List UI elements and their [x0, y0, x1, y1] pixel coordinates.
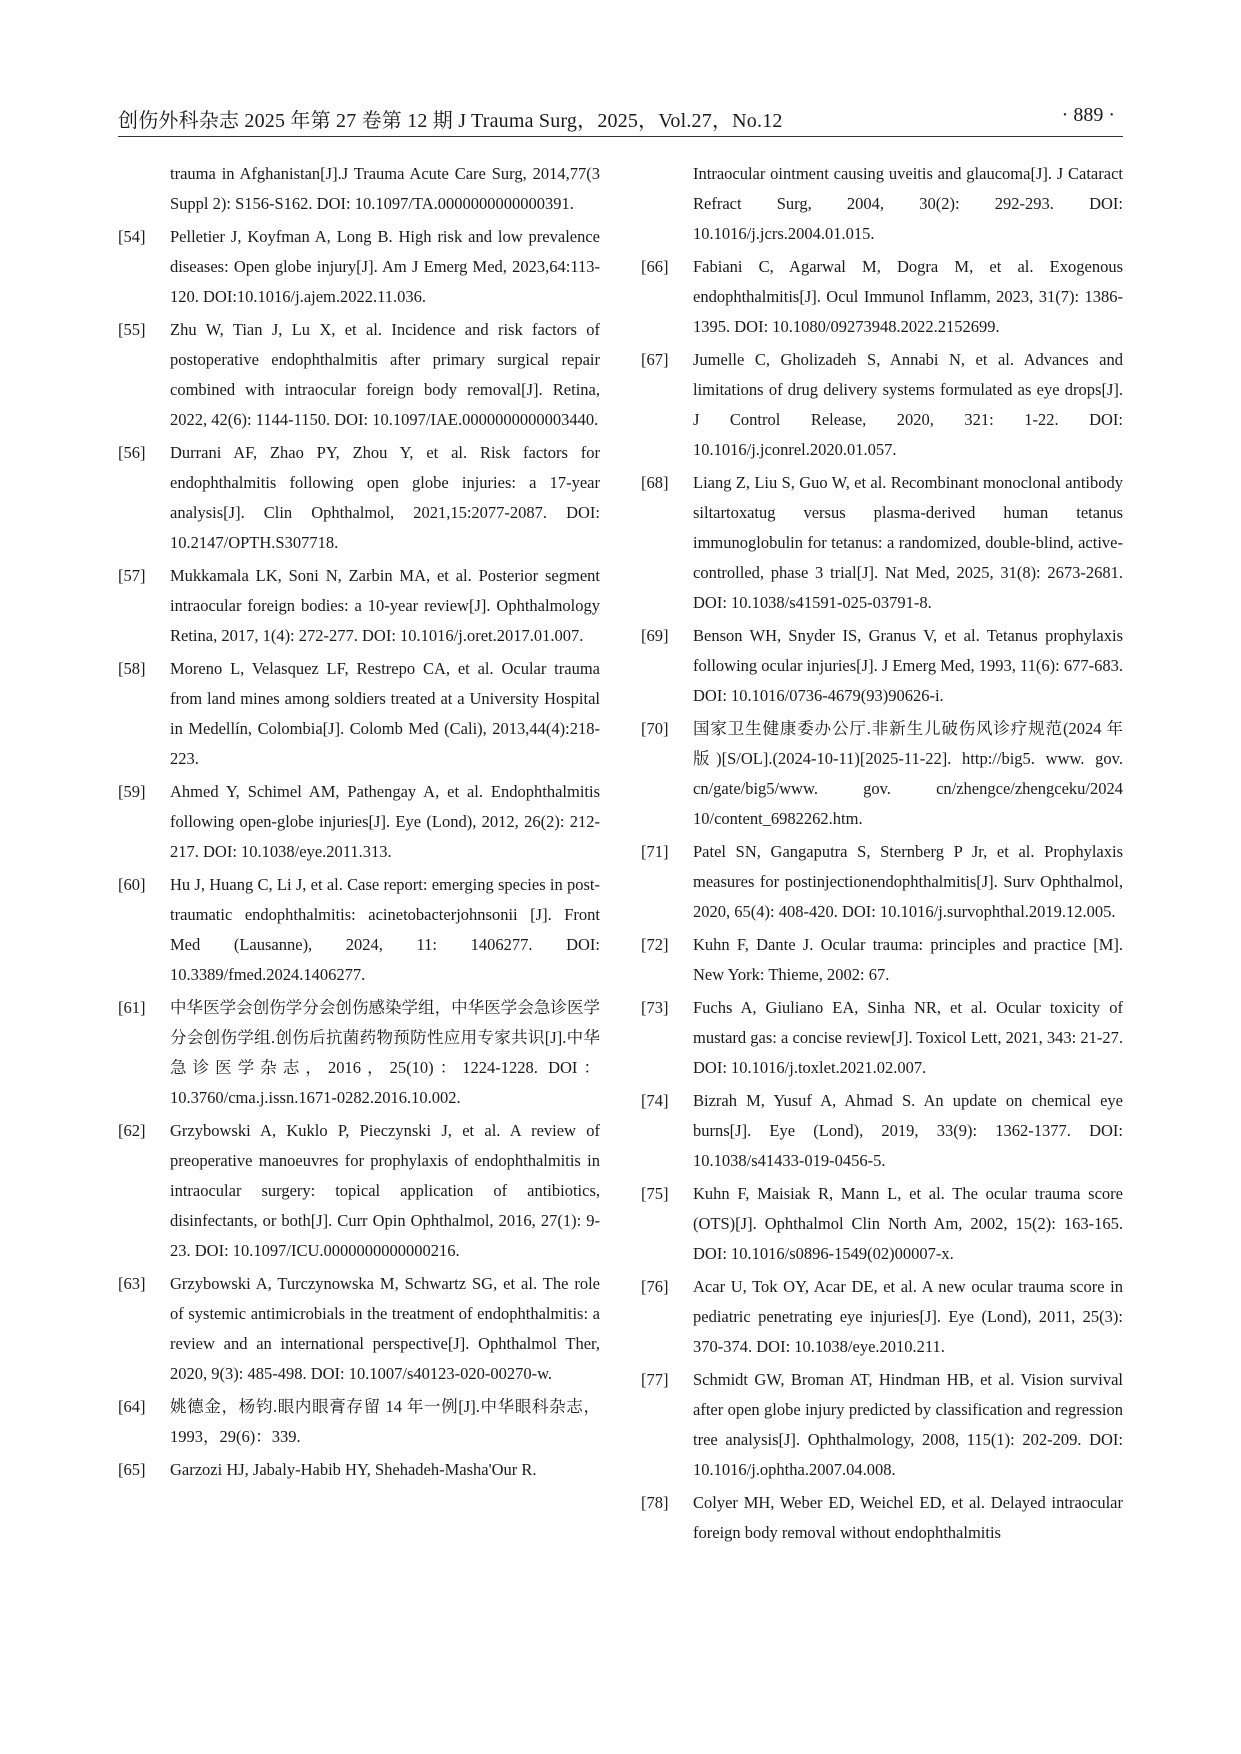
reference-text: Mukkamala LK, Soni N, Zarbin MA, et al. Posterior segment intraocular foreign bodies: a 10-year review[J]. Ophthalmology Retina, 2017, 1(4): 272-277. DOI: 10.1016/j.oret.2017.01.007.	[170, 566, 600, 645]
reference-entry	[118, 1455, 600, 1485]
reference-number: [76]	[641, 1277, 669, 1296]
reference-entry	[118, 870, 600, 990]
reference-text: Fuchs A, Giuliano EA, Sinha NR, et al. Ocular toxicity of mustard gas: a concise review[J]. Toxicol Lett, 2021, 343: 21-27. DOI: 10.1016/j.toxlet.2021.02.007.	[693, 998, 1123, 1077]
reference-text: 姚德金，杨钧.眼内眼膏存留 14 年一例[J].中华眼科杂志，1993，29(6)：339.	[170, 1397, 600, 1446]
reference-number: [65]	[118, 1460, 146, 1479]
reference-text: Moreno L, Velasquez LF, Restrepo CA, et al. Ocular trauma from land mines among soldiers treated at a University Hospital in Medellín, Colombia[J]. Colomb Med (Cali), 2013,44(4):218-223.	[170, 659, 600, 768]
right-column	[641, 159, 1123, 1551]
left-column	[118, 159, 600, 1488]
reference-number: [64]	[118, 1397, 146, 1416]
reference-number: [75]	[641, 1184, 669, 1203]
reference-number: [62]	[118, 1121, 146, 1140]
reference-text: 中华医学会创伤学分会创伤感染学组，中华医学会急诊医学分会创伤学组.创伤后抗菌药物预防性应用专家共识[J].中华急诊医学杂志，2016，25(10)：1224-1228. DOI：10.3760/cma.j.issn.1671-0282.2016.10.002.	[170, 998, 600, 1107]
reference-text: 国家卫生健康委办公厅.非新生儿破伤风诊疗规范(2024 年版)[S/OL].(2024-10-11)[2025-11-22]. http://big5. www. gov. cn/gate/big5/www. gov. cn/zhengce/zhengceku/2024 10/content_6982262.htm.	[693, 719, 1123, 828]
reference-entry	[118, 561, 600, 651]
reference-entry	[641, 1272, 1123, 1362]
running-header	[118, 100, 1123, 137]
reference-entry	[118, 1116, 600, 1266]
reference-text: Ahmed Y, Schimel AM, Pathengay A, et al. Endophthalmitis following open-globe injuries[J]. Eye (Lond), 2012, 26(2): 212-217. DOI: 10.1038/eye.2011.313.	[170, 782, 600, 861]
reference-entry	[641, 1086, 1123, 1176]
reference-text: Benson WH, Snyder IS, Granus V, et al. Tetanus prophylaxis following ocular injuries[J]. J Emerg Med, 1993, 11(6): 677-683. DOI: 10.1016/0736-4679(93)90626-i.	[693, 626, 1123, 705]
reference-number: [66]	[641, 257, 669, 276]
reference-number: [55]	[118, 320, 146, 339]
reference-entry	[118, 993, 600, 1113]
reference-entry	[641, 159, 1123, 249]
reference-text: trauma in Afghanistan[J].J Trauma Acute Care Surg, 2014,77(3 Suppl 2): S156-S162. DOI: 10.1097/TA.0000000000000391.	[170, 164, 600, 213]
page-number: · 889 ·	[1061, 104, 1115, 126]
reference-number: [58]	[118, 659, 146, 678]
reference-entry	[641, 468, 1123, 618]
reference-text: Zhu W, Tian J, Lu X, et al. Incidence and risk factors of postoperative endophthalmitis after primary surgical repair combined with intraocular foreign body removal[J]. Retina, 2022, 42(6): 1144-1150. DOI: 10.1097/IAE.0000000000003440.	[170, 320, 600, 429]
reference-number: [56]	[118, 443, 146, 462]
reference-entry	[641, 993, 1123, 1083]
reference-text: Grzybowski A, Turczynowska M, Schwartz SG, et al. The role of systemic antimicrobials in the treatment of endophthalmitis: a review and an international perspective[J]. Ophthalmol Ther, 2020, 9(3): 485-498. DOI: 10.1007/s40123-020-00270-w.	[170, 1274, 600, 1383]
reference-number: [70]	[641, 719, 669, 738]
reference-text: Fabiani C, Agarwal M, Dogra M, et al. Exogenous endophthalmitis[J]. Ocul Immunol Inflamm, 2023, 31(7): 1386-1395. DOI: 10.1080/09273948.2022.2152699.	[693, 257, 1123, 336]
reference-text: Patel SN, Gangaputra S, Sternberg P Jr, et al. Prophylaxis measures for postinjectionendophthalmitis[J]. Surv Ophthalmol, 2020, 65(4): 408-420. DOI: 10.1016/j.survophthal.2019.12.005.	[693, 842, 1123, 921]
reference-text: Colyer MH, Weber ED, Weichel ED, et al. Delayed intraocular foreign body removal without endophthalmitis	[693, 1493, 1123, 1542]
reference-text: Acar U, Tok OY, Acar DE, et al. A new ocular trauma score in pediatric penetrating eye injuries[J]. Eye (Lond), 2011, 25(3): 370-374. DOI: 10.1038/eye.2010.211.	[693, 1277, 1123, 1356]
reference-text: Jumelle C, Gholizadeh S, Annabi N, et al. Advances and limitations of drug delivery systems formulated as eye drops[J]. J Control Release, 2020, 321: 1-22. DOI: 10.1016/j.jconrel.2020.01.057.	[693, 350, 1123, 459]
reference-entry	[641, 1179, 1123, 1269]
journal-citation: 创伤外科杂志 2025 年第 27 卷第 12 期 J Trauma Surg，2025，Vol.27，No.12	[118, 110, 783, 132]
reference-number: [74]	[641, 1091, 669, 1110]
reference-entry	[118, 654, 600, 774]
reference-number: [69]	[641, 626, 669, 645]
reference-entry	[118, 159, 600, 219]
reference-number: [68]	[641, 473, 669, 492]
reference-entry	[118, 777, 600, 867]
reference-number: [60]	[118, 875, 146, 894]
reference-number: [54]	[118, 227, 146, 246]
reference-entry	[641, 837, 1123, 927]
reference-text: Grzybowski A, Kuklo P, Pieczynski J, et al. A review of preoperative manoeuvres for prophylaxis of endophthalmitis in intraocular surgery: topical application of antibiotics, disinfectants, or both[J]. Curr Opin Ophthalmol, 2016, 27(1): 9-23. DOI: 10.1097/ICU.0000000000000216.	[170, 1121, 600, 1260]
reference-entry	[118, 438, 600, 558]
reference-text: Intraocular ointment causing uveitis and glaucoma[J]. J Cataract Refract Surg, 2004, 30(2): 292-293. DOI: 10.1016/j.jcrs.2004.01.015.	[693, 164, 1123, 243]
reference-number: [73]	[641, 998, 669, 1017]
reference-text: Schmidt GW, Broman AT, Hindman HB, et al. Vision survival after open globe injury predicted by classification and regression tree analysis[J]. Ophthalmology, 2008, 115(1): 202-209. DOI: 10.1016/j.ophtha.2007.04.008.	[693, 1370, 1123, 1479]
reference-number: [78]	[641, 1493, 669, 1512]
reference-entry	[641, 252, 1123, 342]
reference-text: Kuhn F, Dante J. Ocular trauma: principles and practice [M]. New York: Thieme, 2002: 67.	[693, 935, 1123, 984]
reference-entry	[118, 1269, 600, 1389]
reference-entry	[641, 345, 1123, 465]
reference-text: Bizrah M, Yusuf A, Ahmad S. An update on chemical eye burns[J]. Eye (Lond), 2019, 33(9): 1362-1377. DOI: 10.1038/s41433-019-0456-5.	[693, 1091, 1123, 1170]
reference-text: Garzozi HJ, Jabaly-Habib HY, Shehadeh-Masha'Our R.	[170, 1460, 537, 1479]
reference-entry	[641, 1488, 1123, 1548]
reference-number: [57]	[118, 566, 146, 585]
reference-number: [61]	[118, 998, 146, 1017]
reference-number: [72]	[641, 935, 669, 954]
reference-entry	[641, 621, 1123, 711]
reference-text: Kuhn F, Maisiak R, Mann L, et al. The ocular trauma score (OTS)[J]. Ophthalmol Clin North Am, 2002, 15(2): 163-165. DOI: 10.1016/s0896-1549(02)00007-x.	[693, 1184, 1123, 1263]
reference-entry	[118, 222, 600, 312]
reference-number: [71]	[641, 842, 669, 861]
reference-number: [67]	[641, 350, 669, 369]
reference-text: Durrani AF, Zhao PY, Zhou Y, et al. Risk factors for endophthalmitis following open globe injuries: a 17-year analysis[J]. Clin Ophthalmol, 2021,15:2077-2087. DOI: 10.2147/OPTH.S307718.	[170, 443, 600, 552]
reference-number: [59]	[118, 782, 146, 801]
reference-entry	[118, 1392, 600, 1452]
reference-entry	[641, 1365, 1123, 1485]
reference-entry	[641, 930, 1123, 990]
reference-text: Hu J, Huang C, Li J, et al. Case report: emerging species in post-traumatic endophthalmitis: acinetobacterjohnsonii [J]. Front Med (Lausanne), 2024, 11: 1406277. DOI: 10.3389/fmed.2024.1406277.	[170, 875, 600, 984]
reference-text: Liang Z, Liu S, Guo W, et al. Recombinant monoclonal antibody siltartoxatug versus plasma-derived human tetanus immunoglobulin for tetanus: a randomized, double-blind, active-controlled, phase 3 trial[J]. Nat Med, 2025, 31(8): 2673-2681. DOI: 10.1038/s41591-025-03791-8.	[693, 473, 1123, 612]
reference-number: [77]	[641, 1370, 669, 1389]
reference-entry	[118, 315, 600, 435]
reference-text: Pelletier J, Koyfman A, Long B. High risk and low prevalence diseases: Open globe injury[J]. Am J Emerg Med, 2023,64:113-120. DOI:10.1016/j.ajem.2022.11.036.	[170, 227, 600, 306]
reference-entry	[641, 714, 1123, 834]
reference-number: [63]	[118, 1274, 146, 1293]
